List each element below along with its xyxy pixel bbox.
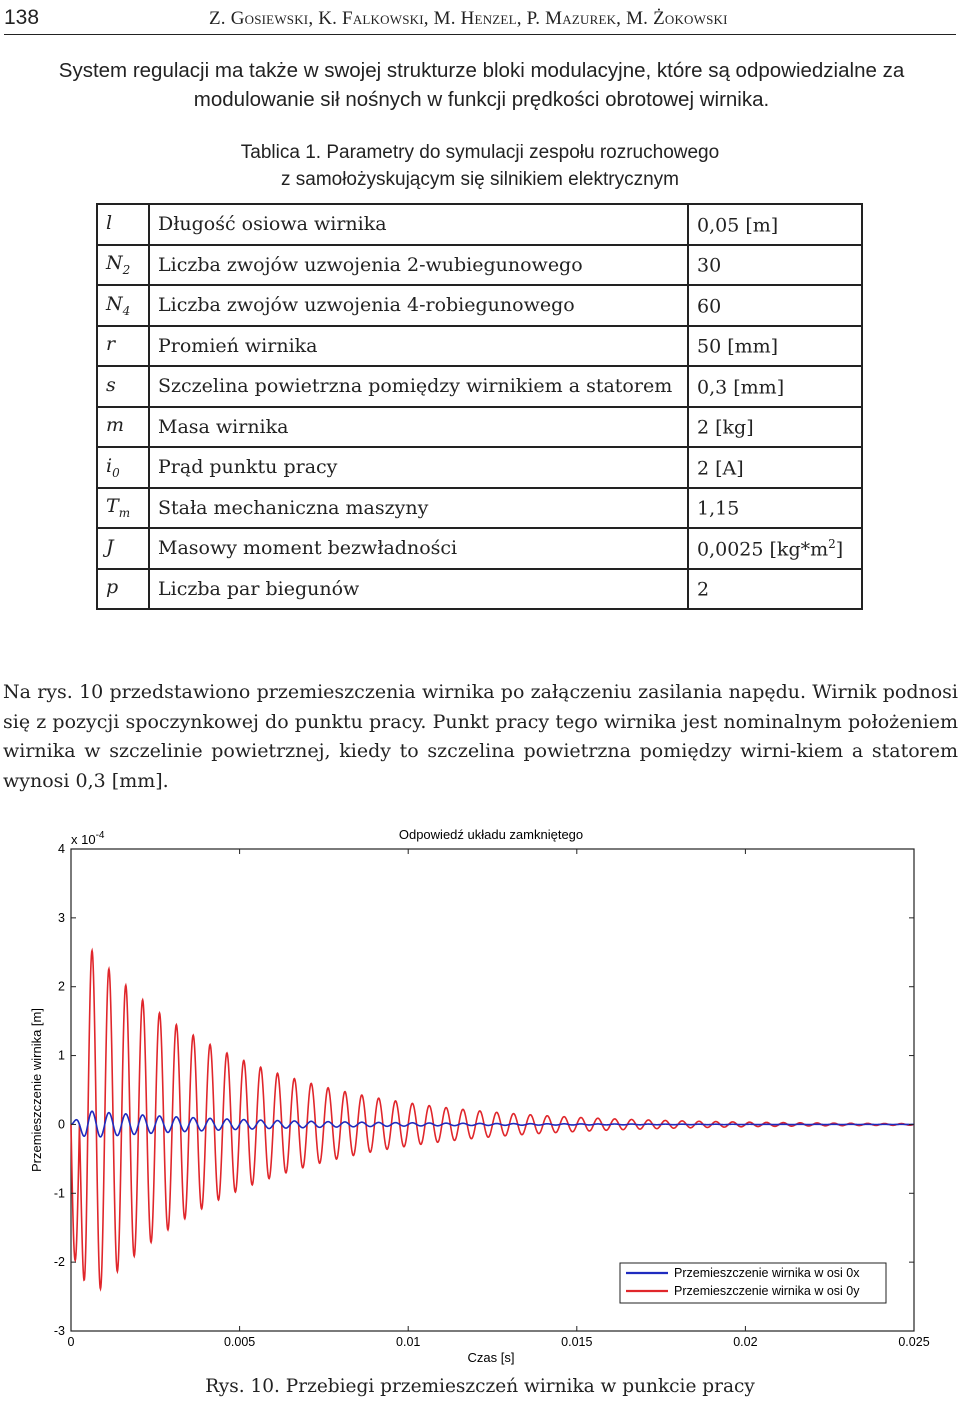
param-value: 2 [kg]	[688, 407, 862, 448]
param-row	[97, 447, 862, 488]
body-paragraph: Na rys. 10 przedstawiono przemieszczenia wirnika po załączeniu zasilania napędu. Wirnik podnosi się z pozycji spoczynkowej do punktu pracy. Punkt pracy tego wirnika jest nominalnym położeniem wirnika w szczelinie powietrznej, kiedy to szczelina powietrzna pomiędzy wirni-kiem a statorem wynosi 0,3 [mm].	[3, 681, 958, 792]
legend-label-0y: Przemieszczenie wirnika w osi 0y	[674, 1284, 860, 1298]
param-value: 2	[688, 569, 862, 610]
y-tick-label: 1	[58, 1048, 65, 1063]
param-row	[97, 326, 862, 367]
parameters-table	[96, 203, 863, 610]
param-description: Prąd punktu pracy	[149, 447, 688, 488]
intro-paragraph: System regulacji ma także w swojej strukturze bloki modulacyjne, które są odpowiedzialne za modulowanie sił nośnych w funkcji prędkości obrotowej wirnika.	[58, 59, 905, 111]
y-tick-label: -2	[53, 1255, 65, 1270]
param-description: Szczelina powietrzna pomiędzy wirnikiem a statorem	[149, 366, 688, 407]
y-axis-label: Przemieszczenie wirnika [m]	[29, 1008, 44, 1172]
param-description: Masa wirnika	[149, 407, 688, 448]
displacement-chart	[0, 820, 960, 1370]
param-symbol: r	[97, 326, 149, 367]
y-tick-label: 4	[58, 842, 65, 856]
param-row	[97, 569, 862, 610]
param-symbol: $i_0$	[97, 447, 149, 488]
param-description: Liczba zwojów uzwojenia 2-wubiegunowego	[149, 245, 688, 286]
param-symbol: m	[97, 407, 149, 448]
chart-title: Odpowiedź układu zamkniętego	[398, 827, 584, 842]
param-description: Liczba zwojów uzwojenia 4-robiegunowego	[149, 285, 688, 326]
param-value: 30	[688, 245, 862, 286]
figure-caption: Rys. 10. Przebiegi przemieszczeń wirnika w punkcie pracy	[205, 1376, 755, 1397]
page-header	[4, 4, 956, 35]
y-tick-label: 0	[58, 1117, 65, 1132]
plot-frame	[71, 849, 914, 1331]
param-value: 0,0025 $[kg*m^2]$	[688, 528, 862, 569]
param-value: 60	[688, 285, 862, 326]
y-multiplier: x $10^{-4}$	[71, 830, 105, 847]
param-symbol: p	[97, 569, 149, 610]
page-number: 138	[4, 6, 40, 29]
y-tick-label: 3	[58, 910, 65, 925]
x-tick-label: 0.025	[898, 1335, 930, 1349]
param-symbol: s	[97, 366, 149, 407]
x-tick-label: 0.01	[396, 1335, 421, 1349]
y-tick-label: -3	[53, 1324, 65, 1338]
param-row	[97, 407, 862, 448]
x-axis-label: Czas [s]	[467, 1350, 515, 1365]
param-value: 1,15	[688, 488, 862, 529]
chart-legend	[620, 1263, 886, 1303]
param-description: Promień wirnika	[149, 326, 688, 367]
x-tick-label: 0.02	[733, 1335, 758, 1349]
param-row	[97, 204, 862, 245]
table-caption-line2: z samołożyskującym się silnikiem elektrycznym	[280, 169, 680, 190]
param-description: Stała mechaniczna maszyny	[149, 488, 688, 529]
param-row	[97, 285, 862, 326]
running-header-authors: Z. Gosiewski, K. Falkowski, M. Henzel, P. Mazurek, M. Żokowski	[209, 8, 728, 29]
param-row	[97, 488, 862, 529]
param-symbol: l	[97, 204, 149, 245]
x-tick-label: 0	[67, 1335, 75, 1349]
param-symbol: $T_m$	[97, 488, 149, 529]
x-tick-label: 0.015	[561, 1335, 593, 1349]
param-description: Długość osiowa wirnika	[149, 204, 688, 245]
param-value: 2 [A]	[688, 447, 862, 488]
y-tick-label: -1	[53, 1186, 65, 1201]
param-value: 50 [mm]	[688, 326, 862, 367]
param-description: Liczba par biegunów	[149, 569, 688, 610]
param-symbol: J	[97, 528, 149, 569]
param-value: 0,05 [m]	[688, 204, 862, 245]
param-row	[97, 528, 862, 569]
table-caption-line1: Tablica 1. Parametry do symulacji zespołu rozruchowego	[240, 142, 720, 163]
x-tick-label: 0.005	[223, 1335, 256, 1349]
param-symbol: $N_4$	[97, 285, 149, 326]
param-symbol: $N_2$	[97, 245, 149, 286]
y-tick-label: 2	[58, 979, 65, 994]
param-row	[97, 366, 862, 407]
legend-label-0x: Przemieszczenie wirnika w osi 0x	[674, 1266, 860, 1280]
param-description: Masowy moment bezwładności	[149, 528, 688, 569]
param-value: 0,3 [mm]	[688, 366, 862, 407]
param-row	[97, 245, 862, 286]
